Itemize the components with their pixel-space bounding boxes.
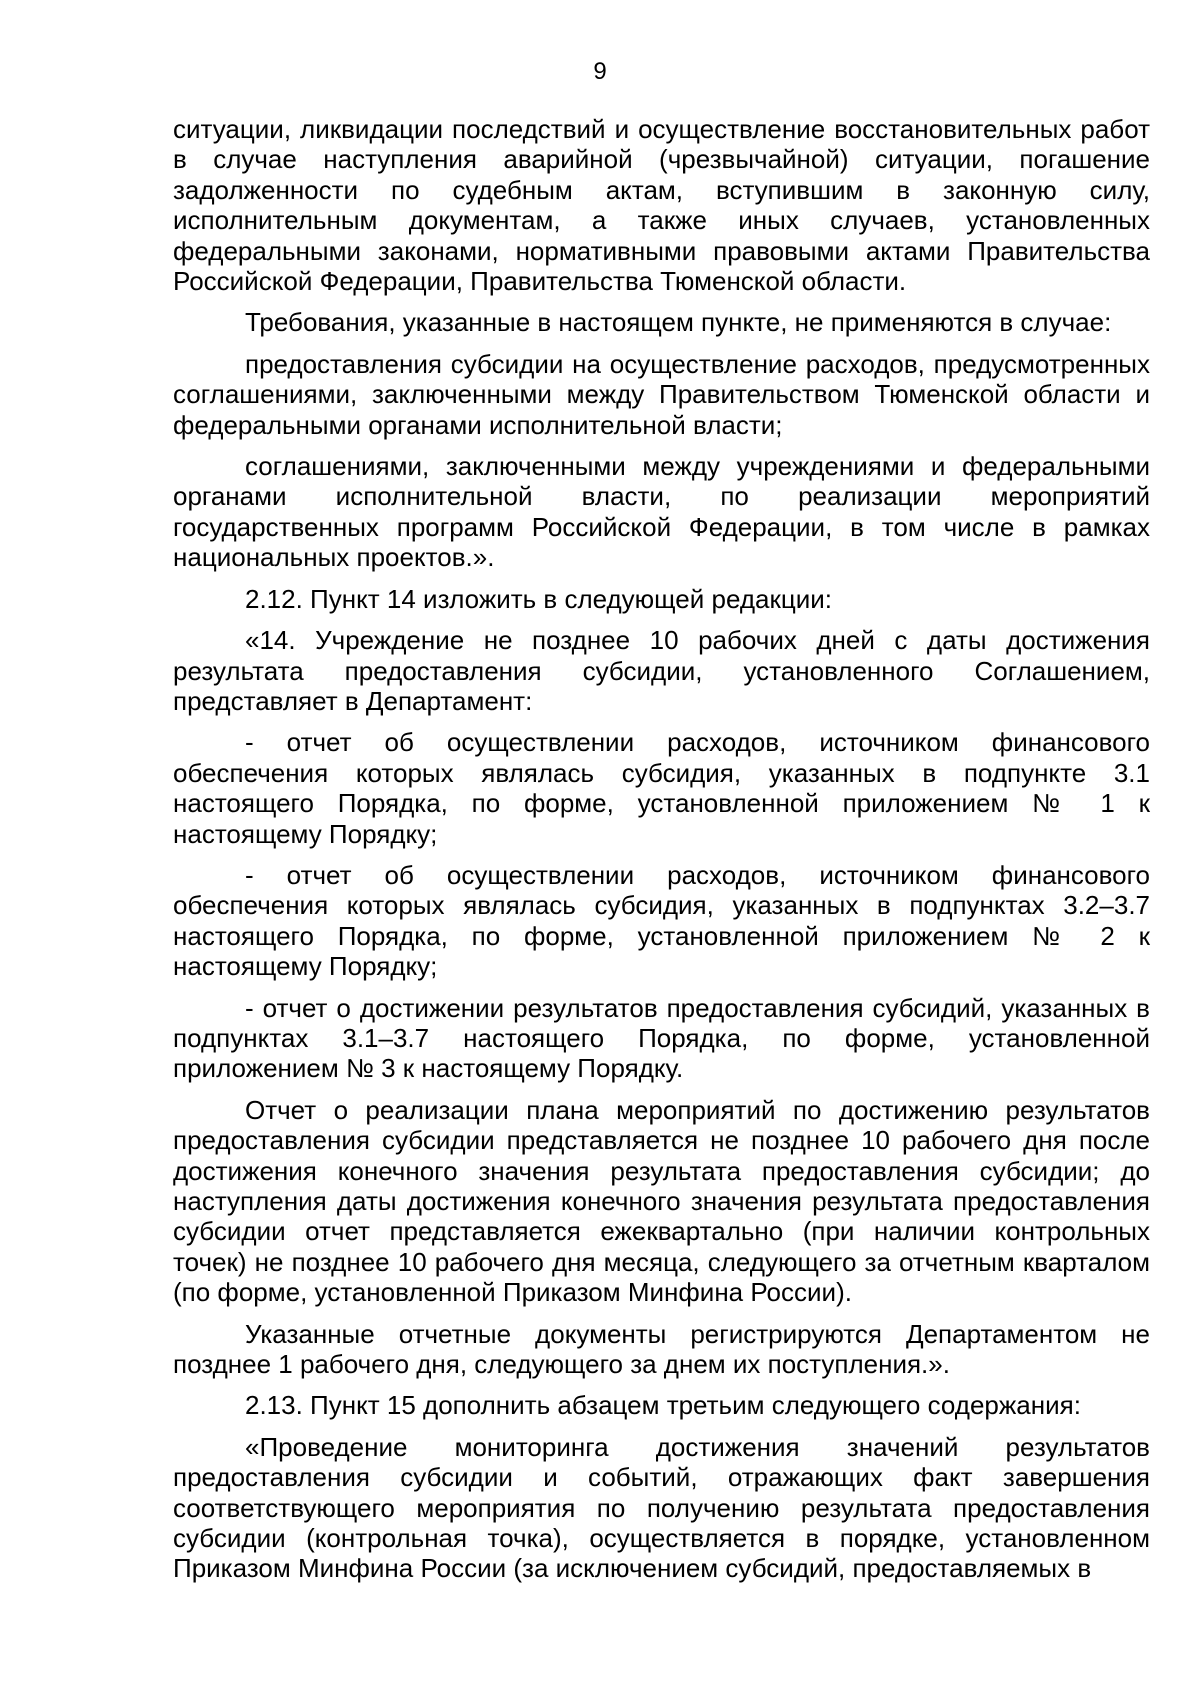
paragraph-item-2-13: 2.13. Пункт 15 дополнить абзацем третьим следующего содержания: [245, 1390, 1081, 1421]
paragraph-continuation: ситуации, ликвидации последствий и осуществление восстановительных работ в случае наступления аварийной (чрезвычайной) ситуации, погашение задолженности по судебным актам, вступившим в законную силу, исполнительным документам, а также иных случаев, установленных федеральными законами, нормативными правовыми актами Правительства Российской Федерации, Правительства Тюменской области. [173, 114, 1150, 297]
document-body [173, 114, 1150, 1584]
paragraph-item-2-12: 2.12. Пункт 14 изложить в следующей редакции: [245, 583, 833, 614]
list-item-report-3: - отчет о достижении результатов предоставления субсидий, указанных в подпунктах 3.1–3.7 настоящего Порядка, по форме, установленной приложением № 3 к настоящему Порядку. [173, 992, 1150, 1084]
paragraph-requirements-exception: Требования, указанные в настоящем пункте, не применяются в случае: [245, 307, 1112, 338]
paragraph-item-14: «14. Учреждение не позднее 10 рабочих дней с даты достижения результата предоставления субсидии, установленного Соглашением, представляет в Департамент: [173, 625, 1150, 716]
paragraph-registration: Указанные отчетные документы регистрируются Департаментом не позднее 1 рабочего дня, следующего за днем их поступления.». [173, 1318, 1150, 1380]
list-item-report-1: - отчет об осуществлении расходов, источником финансового обеспечения которых являлась субсидия, указанных в подпункте 3.1 настоящего Порядка, по форме, установленной приложением № 1 к настоящему Порядку; [173, 727, 1150, 849]
list-item-report-2: - отчет об осуществлении расходов, источником финансового обеспечения которых являлась субсидия, указанных в подпунктах 3.2–3.7 настоящего Порядка, по форме, установленной приложением № 2 к настоящему Порядку; [173, 859, 1150, 982]
paragraph-federal-agreements: предоставления субсидии на осуществление расходов, предусмотренных соглашениями, заключенными между Правительством Тюменской области и федеральными органами исполнительной власти; [173, 348, 1150, 440]
paragraph-monitoring: «Проведение мониторинга достижения значений результатов предоставления субсидии и событий, отражающих факт завершения соответствующего мероприятия по получению результата предоставления субсидии (контрольная точка), осуществляется в порядке, установленном Приказом Минфина России (за исключением субсидий, предоставляемых в [173, 1431, 1150, 1584]
paragraph-implementation-report: Отчет о реализации плана мероприятий по достижению результатов предоставления субсидии представляется не позднее 10 рабочего дня после достижения конечного значения результата предоставления субсидии; до наступления даты достижения конечного значения результата предоставления субсидии отчет представляется ежеквартально (при наличии контрольных точек) не позднее 10 рабочего дня месяца, следующего за отчетным кварталом (по форме, установленной Приказом Минфина России). [173, 1094, 1150, 1308]
paragraph-institution-agreements: соглашениями, заключенными между учреждениями и федеральными органами исполнительной власти, по реализации мероприятий государственных программ Российской Федерации, в том числе в рамках национальных проектов.». [173, 451, 1150, 573]
page-number: 9 [593, 58, 607, 85]
